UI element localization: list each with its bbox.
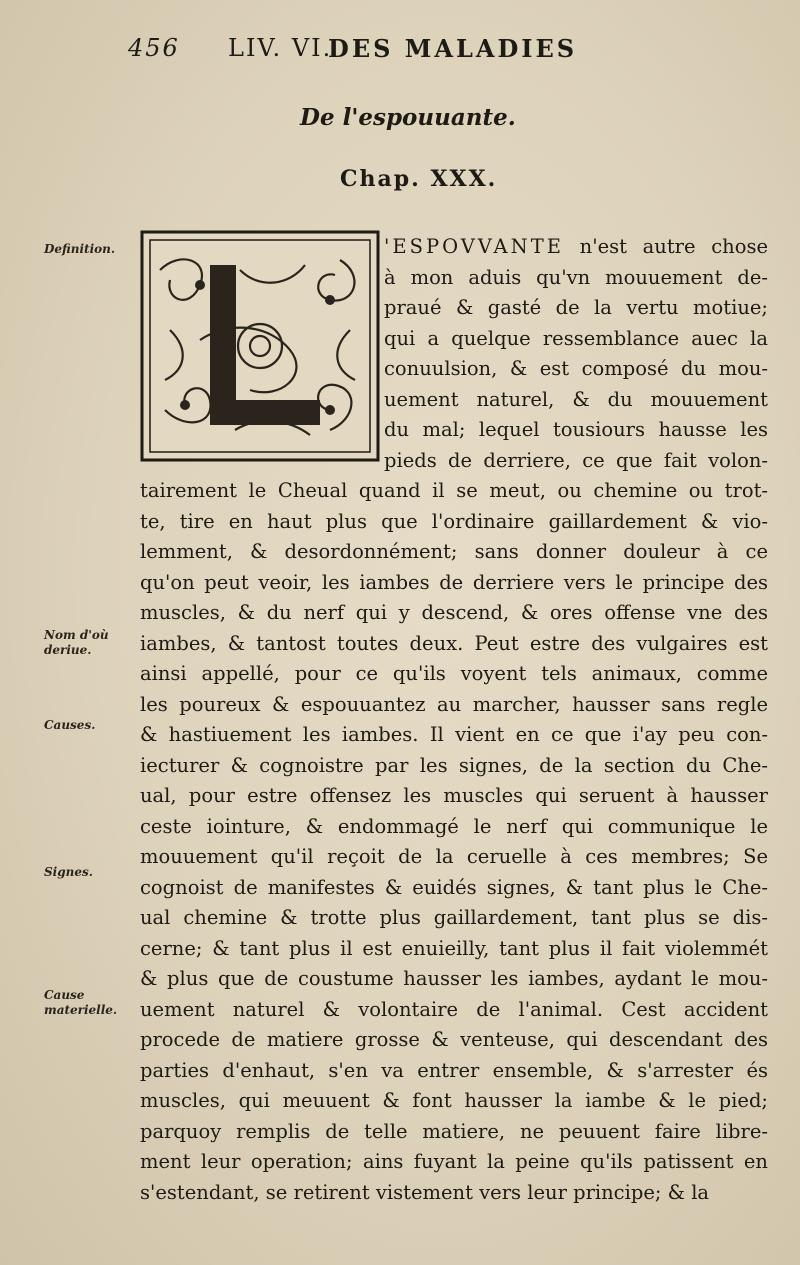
margin-note-nom: Nom d'où deriue. xyxy=(44,628,109,657)
text-line: iecturer & cognoistre par les signes, de la section du Che- xyxy=(140,753,768,777)
text-line: lemment, & desordonnément; sans donner douleur à ce xyxy=(140,540,768,563)
text-line: qui a quelque ressemblance auec la xyxy=(384,326,768,350)
text-line: parquoy remplis de telle matiere, ne peuuent faire libre- xyxy=(140,1119,768,1143)
text-fragment: n'est autre chose xyxy=(563,235,768,258)
text-line-1 xyxy=(140,232,768,263)
margin-note-definition: Definition. xyxy=(44,242,116,256)
text-line: pieds de derriere, ce que fait volon- xyxy=(384,448,768,472)
text-line: procede de matiere grosse & venteuse, qui descendant des xyxy=(140,1028,768,1051)
text-line: conuulsion, & est composé du mou- xyxy=(384,357,768,380)
text-line: du mal; lequel tousiours hausse les xyxy=(384,418,768,441)
text-line: & plus que de coustume hausser les iambes, aydant le mou- xyxy=(140,967,768,990)
margin-note-causes: Causes. xyxy=(44,718,96,732)
text-line: les poureux & espouuantez au marcher, hausser sans regle xyxy=(140,692,768,716)
chapter-label: LIV. VI. xyxy=(228,34,333,62)
text-line: iambes, & tantost toutes deux. Peut estre des vulgaires est xyxy=(140,631,768,655)
text-line: te, tire en haut plus que l'ordinaire gaillardement & vio- xyxy=(140,509,768,533)
chapter-heading: Chap. XXX. xyxy=(340,166,498,192)
text-line: à mon aduis qu'vn mouuement de- xyxy=(384,265,768,289)
margin-note-signes: Signes. xyxy=(44,865,93,879)
first-word: 'ESPOVVANTE xyxy=(384,235,564,258)
text-line: ainsi appellé, pour ce qu'ils voyent tels animaux, comme xyxy=(140,662,768,685)
text-line: praué & gasté de la vertu motiue; xyxy=(384,296,768,319)
text-line: ceste iointure, & endommagé le nerf qui communique le xyxy=(140,814,768,838)
text-line: mouuement qu'il reçoit de la ceruelle à ces membres; Se xyxy=(140,845,768,868)
running-title: DES MALADIES xyxy=(328,34,578,63)
text-line: & hastiuement les iambes. Il vient en ce que i'ay peu con- xyxy=(140,723,768,746)
text-line: uement naturel, & du mouuement xyxy=(384,387,768,411)
text-line: parties d'enhaut, s'en va entrer ensemble, & s'arrester és xyxy=(140,1058,768,1082)
text-line: ual chemine & trotte plus gaillardement, tant plus se dis- xyxy=(140,906,768,929)
text-line: cognoist de manifestes & euidés signes, & tant plus le Che- xyxy=(140,875,768,899)
text-line: qu'on peut veoir, les iambes de derriere vers le principe des xyxy=(140,570,768,594)
text-line: ual, pour estre offensez les muscles qui seruent à hausser xyxy=(140,784,768,807)
text-line: s'estendant, se retirent vistement vers leur principe; & la xyxy=(140,1180,710,1204)
main-text-block xyxy=(140,232,768,1208)
text-line: tairement le Cheual quand il se meut, ou chemine ou trot- xyxy=(140,479,768,502)
margin-note-cause-materielle: Cause materielle. xyxy=(44,988,118,1017)
page-number: 456 xyxy=(128,34,180,62)
text-line: ment leur operation; ains fuyant la peine qu'ils patissent en xyxy=(140,1150,768,1173)
text-line: muscles, qui meuuent & font hausser la iambe & le pied; xyxy=(140,1089,768,1112)
text-line: muscles, & du nerf qui y descend, & ores offense vne des xyxy=(140,601,768,624)
text-line: cerne; & tant plus il est enuieilly, tant plus il fait violemmét xyxy=(140,936,768,960)
text-line: uement naturel & volontaire de l'animal. Cest accident xyxy=(140,997,768,1021)
running-header xyxy=(128,34,768,64)
section-title: De l'espouuante. xyxy=(300,104,516,131)
